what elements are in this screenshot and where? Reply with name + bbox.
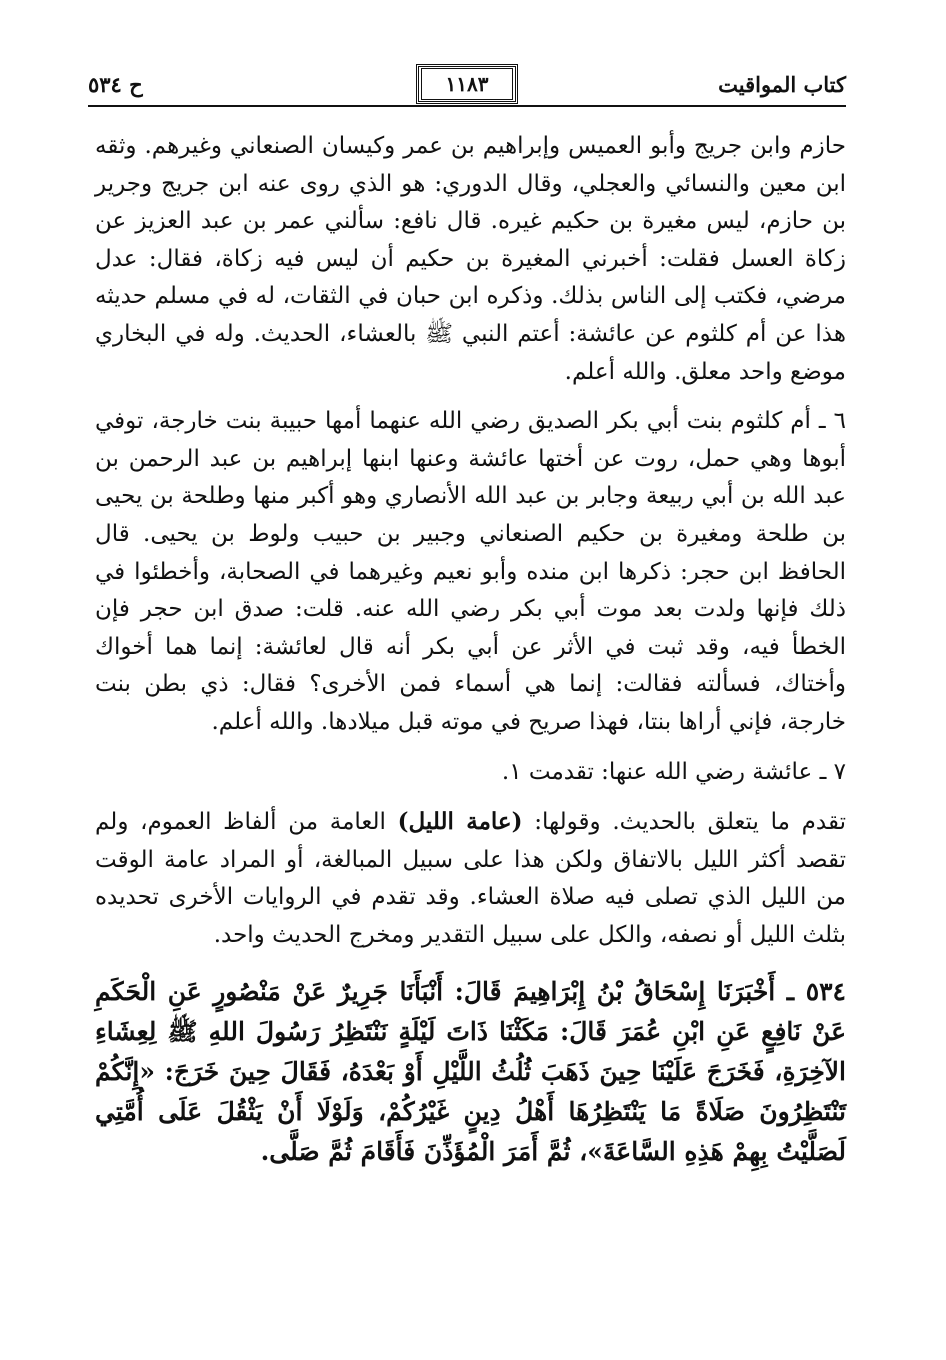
page-number-frame xyxy=(416,64,518,104)
page-header xyxy=(88,64,846,108)
narrator-bio-paragraph: ٧ ـ عائشة رضي الله عنها: تقدمت ١. xyxy=(501,758,846,785)
narrator-bio-paragraph: حازم وابن جريج وأبو العميس وإبراهيم بن عمر وكيسان الصنعاني وغيرهم. وثقه ابن معين والنسائي والعجلي، وقال الدوري: هو الذي روى عنه ابن جريج وجرير بن حازم، ليس مغيرة بن حكيم غيره. قال نافع: سألني عمر بن عبد العزيز عن زكاة العسل فقلت: أخبرني المغيرة بن حكيم أن ليس فيه زكاة، فقال: عدل مرضي، فكتب إلى الناس بذلك. وذكره ابن حبان في الثقات، له في مسلم حديثه هذا عن أم كلثوم عن عائشة: أعتم النبي ﷺ بالعشاء، الحديث. وله في البخاري موضع واحد معلق. والله أعلم. xyxy=(95,133,846,385)
hadith-reference: ح ٥٣٤ xyxy=(88,72,143,97)
chapter-title: كتاب المواقيت xyxy=(718,72,846,97)
commentary-quote: (عامة الليل) xyxy=(397,808,523,836)
narrator-bio-paragraph: ٦ ـ أم كلثوم بنت أبي بكر الصديق رضي الله عنهما أمها حبيبة بنت خارجة، توفي أبوها وهي حمل، روت عن أختها عائشة وعنها ابنها إبراهيم بن عبد الرحمن بن عبد الله بن أبي ربيعة وجابر بن عبد الله الأنصاري وهو أكبر منها وطلحة بن يحيى بن طلحة ومغيرة بن حكيم الصنعاني وجبير بن حبيب ولوط بن يحيى. قال الحافظ ابن حجر: ذكرها ابن منده وأبو نعيم وغيرهما في الصحابة، وأخطئوا في ذلك فإنها ولدت بعد موت أبي بكر رضي الله عنه. قلت: صدق ابن حجر فإن الخطأ فيه، وقد ثبت في الأثر عن أبي بكر أنه قال لعائشة: إنما هما أخواك وأختاك، فسألته فقالت: إنما هي أسماء فمن الأخرى؟ فقال: ذي بطن بنت خارجة، فإني أراها بنتا، فهذا صريح في موته قبل ميلادها. والله أعلم. xyxy=(95,408,846,735)
commentary-text: العامة من ألفاظ العموم، ولم تقصد أكثر الليل بالاتفاق ولكن هذا على سبيل المبالغة، أو المراد عامة الوقت من الليل الذي تصلى فيه صلاة العشاء. وقد تقدم في الروايات الأخرى تحديده بثلث الليل أو نصفه، والكل على سبيل التقدير ومخرج الحديث واحد. xyxy=(95,809,846,948)
commentary-paragraph xyxy=(95,803,846,954)
page-body xyxy=(95,128,846,1184)
header-divider xyxy=(88,105,846,107)
hadith-text: ٥٣٤ ـ أَخْبَرَنَا إِسْحَاقُ بْنُ إِبْرَاهِيمَ قَالَ: أَنْبَأَنَا جَرِيرٌ عَنْ مَنْصُورٍ عَنِ الْحَكَمِ عَنْ نَافِعٍ عَنِ ابْنِ عُمَرَ قَالَ: مَكَثْنَا ذَاتَ لَيْلَةٍ نَنْتَظِرُ رَسُولَ اللهِ ﷺ لِعِشَاءِ الآخِرَةِ، فَخَرَجَ عَلَيْنَا حِينَ ذَهَبَ ثُلُثُ اللَّيْلِ أَوْ بَعْدَهُ، فَقَالَ حِينَ خَرَجَ: «إِنَّكُمْ تَنْتَظِرُونَ صَلَاةً مَا يَنْتَظِرُهَا أَهْلُ دِينٍ غَيْرُكُمْ، وَلَوْلَا أَنْ يَثْقُلَ عَلَى أُمَّتِي لَصَلَّيْتُ بِهِمْ هَذِهِ السَّاعَةَ»، ثُمَّ أَمَرَ الْمُؤَذِّنَ فَأَقَامَ ثُمَّ صَلَّى. xyxy=(95,977,846,1167)
page-number: ١١٨٣ xyxy=(421,68,513,100)
commentary-text: تقدم ما يتعلق بالحديث. وقولها: xyxy=(522,809,846,836)
